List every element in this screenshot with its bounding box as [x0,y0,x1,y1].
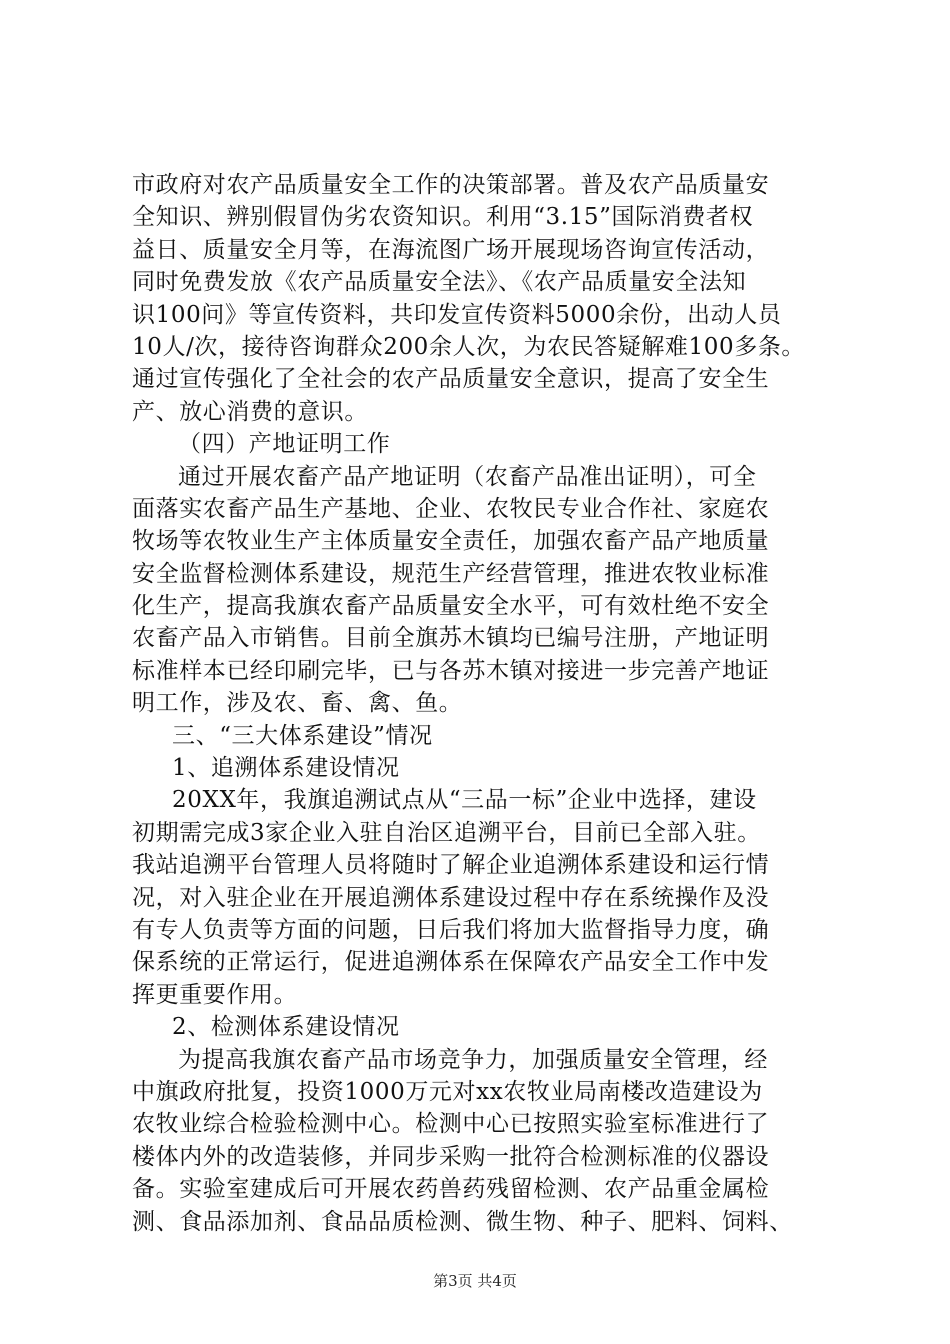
text-line: 农牧业综合检验检测中心。检测中心已按照实验室标准进行了 [132,1111,770,1138]
text-line: 全知识、辨别假冒伪劣农资知识。利用“3.15”国际消费者权 [132,204,754,231]
text-line: 况，对入驻企业在开展追溯体系建设过程中存在系统操作及没 [132,884,770,911]
text-line: 农畜产品入市销售。目前全旗苏木镇均已编号注册，产地证明 [132,625,770,652]
text-line: 识100问》等宣传资料，共印发宣传资料5000余份，出动人员 [132,301,782,328]
text-line: 同时免费发放《农产品质量安全法》、《农产品质量安全法知 [132,269,747,296]
text-line: 1、追溯体系建设情况 [172,755,400,782]
text-line: 2、检测体系建设情况 [172,1014,400,1041]
page-footer: 第3页 共4页 [433,1272,517,1290]
text-line: 为提高我旗农畜产品市场竞争力，加强质量安全管理，经 [178,1046,768,1073]
text-line: 挥更重要作用。 [132,981,298,1008]
text-line: 中旗政府批复，投资1000万元对xx农牧业局南楼改造建设为 [132,1078,763,1105]
text-line: 明工作，涉及农、畜、禽、鱼。 [132,690,463,717]
text-line: 10人/次，接待咨询群众200余人次，为农民答疑解难100多条。 [132,333,806,360]
text-line: 保系统的正常运行，促进追溯体系在保障农产品安全工作中发 [132,949,770,976]
text-line: 化生产，提高我旗农畜产品质量安全水平，可有效杜绝不安全 [132,593,770,620]
text-line: 牧场等农牧业生产主体质量安全责任，加强农畜产品产地质量 [132,528,770,555]
text-line: 产、放心消费的意识。 [132,398,368,425]
text-line: 面落实农畜产品生产基地、企业、农牧民专业合作社、家庭农 [132,495,770,522]
text-line: 安全监督检测体系建设，规范生产经营管理，推进农牧业标准 [132,560,770,587]
text-line: 测、食品添加剂、食品品质检测、微生物、种子、肥料、饲料、 [132,1208,793,1235]
text-line: （四）产地证明工作 [178,431,391,458]
text-line: 标准样本已经印刷完毕，已与各苏木镇对接进一步完善产地证 [132,657,770,684]
text-line: 有专人负责等方面的问题，日后我们将加大监督指导力度，确 [132,916,770,943]
text-line: 初期需完成3家企业入驻自治区追溯平台，目前已全部入驻。 [132,819,761,846]
text-line: 市政府对农产品质量安全工作的决策部署。普及农产品质量安 [132,172,770,198]
text-line: 楼体内外的改造装修，并同步采购一批符合检测标准的仪器设 [132,1143,770,1170]
text-line: 20XX年，我旗追溯试点从“三品一标”企业中选择，建设 [172,787,757,814]
text-line: 我站追溯平台管理人员将随时了解企业追溯体系建设和运行情 [132,852,770,879]
text-line: 三、“三大体系建设”情况 [172,722,433,749]
text-line: 通过开展农畜产品产地证明（农畜产品准出证明），可全 [178,463,757,490]
document-body [132,169,852,1238]
text-line: 备。实验室建成后可开展农药兽药残留检测、农产品重金属检 [132,1176,770,1203]
text-line: 益日、质量安全月等，在海流图广场开展现场咨询宣传活动， [132,236,770,263]
text-line: 通过宣传强化了全社会的农产品质量安全意识，提高了安全生 [132,366,770,393]
